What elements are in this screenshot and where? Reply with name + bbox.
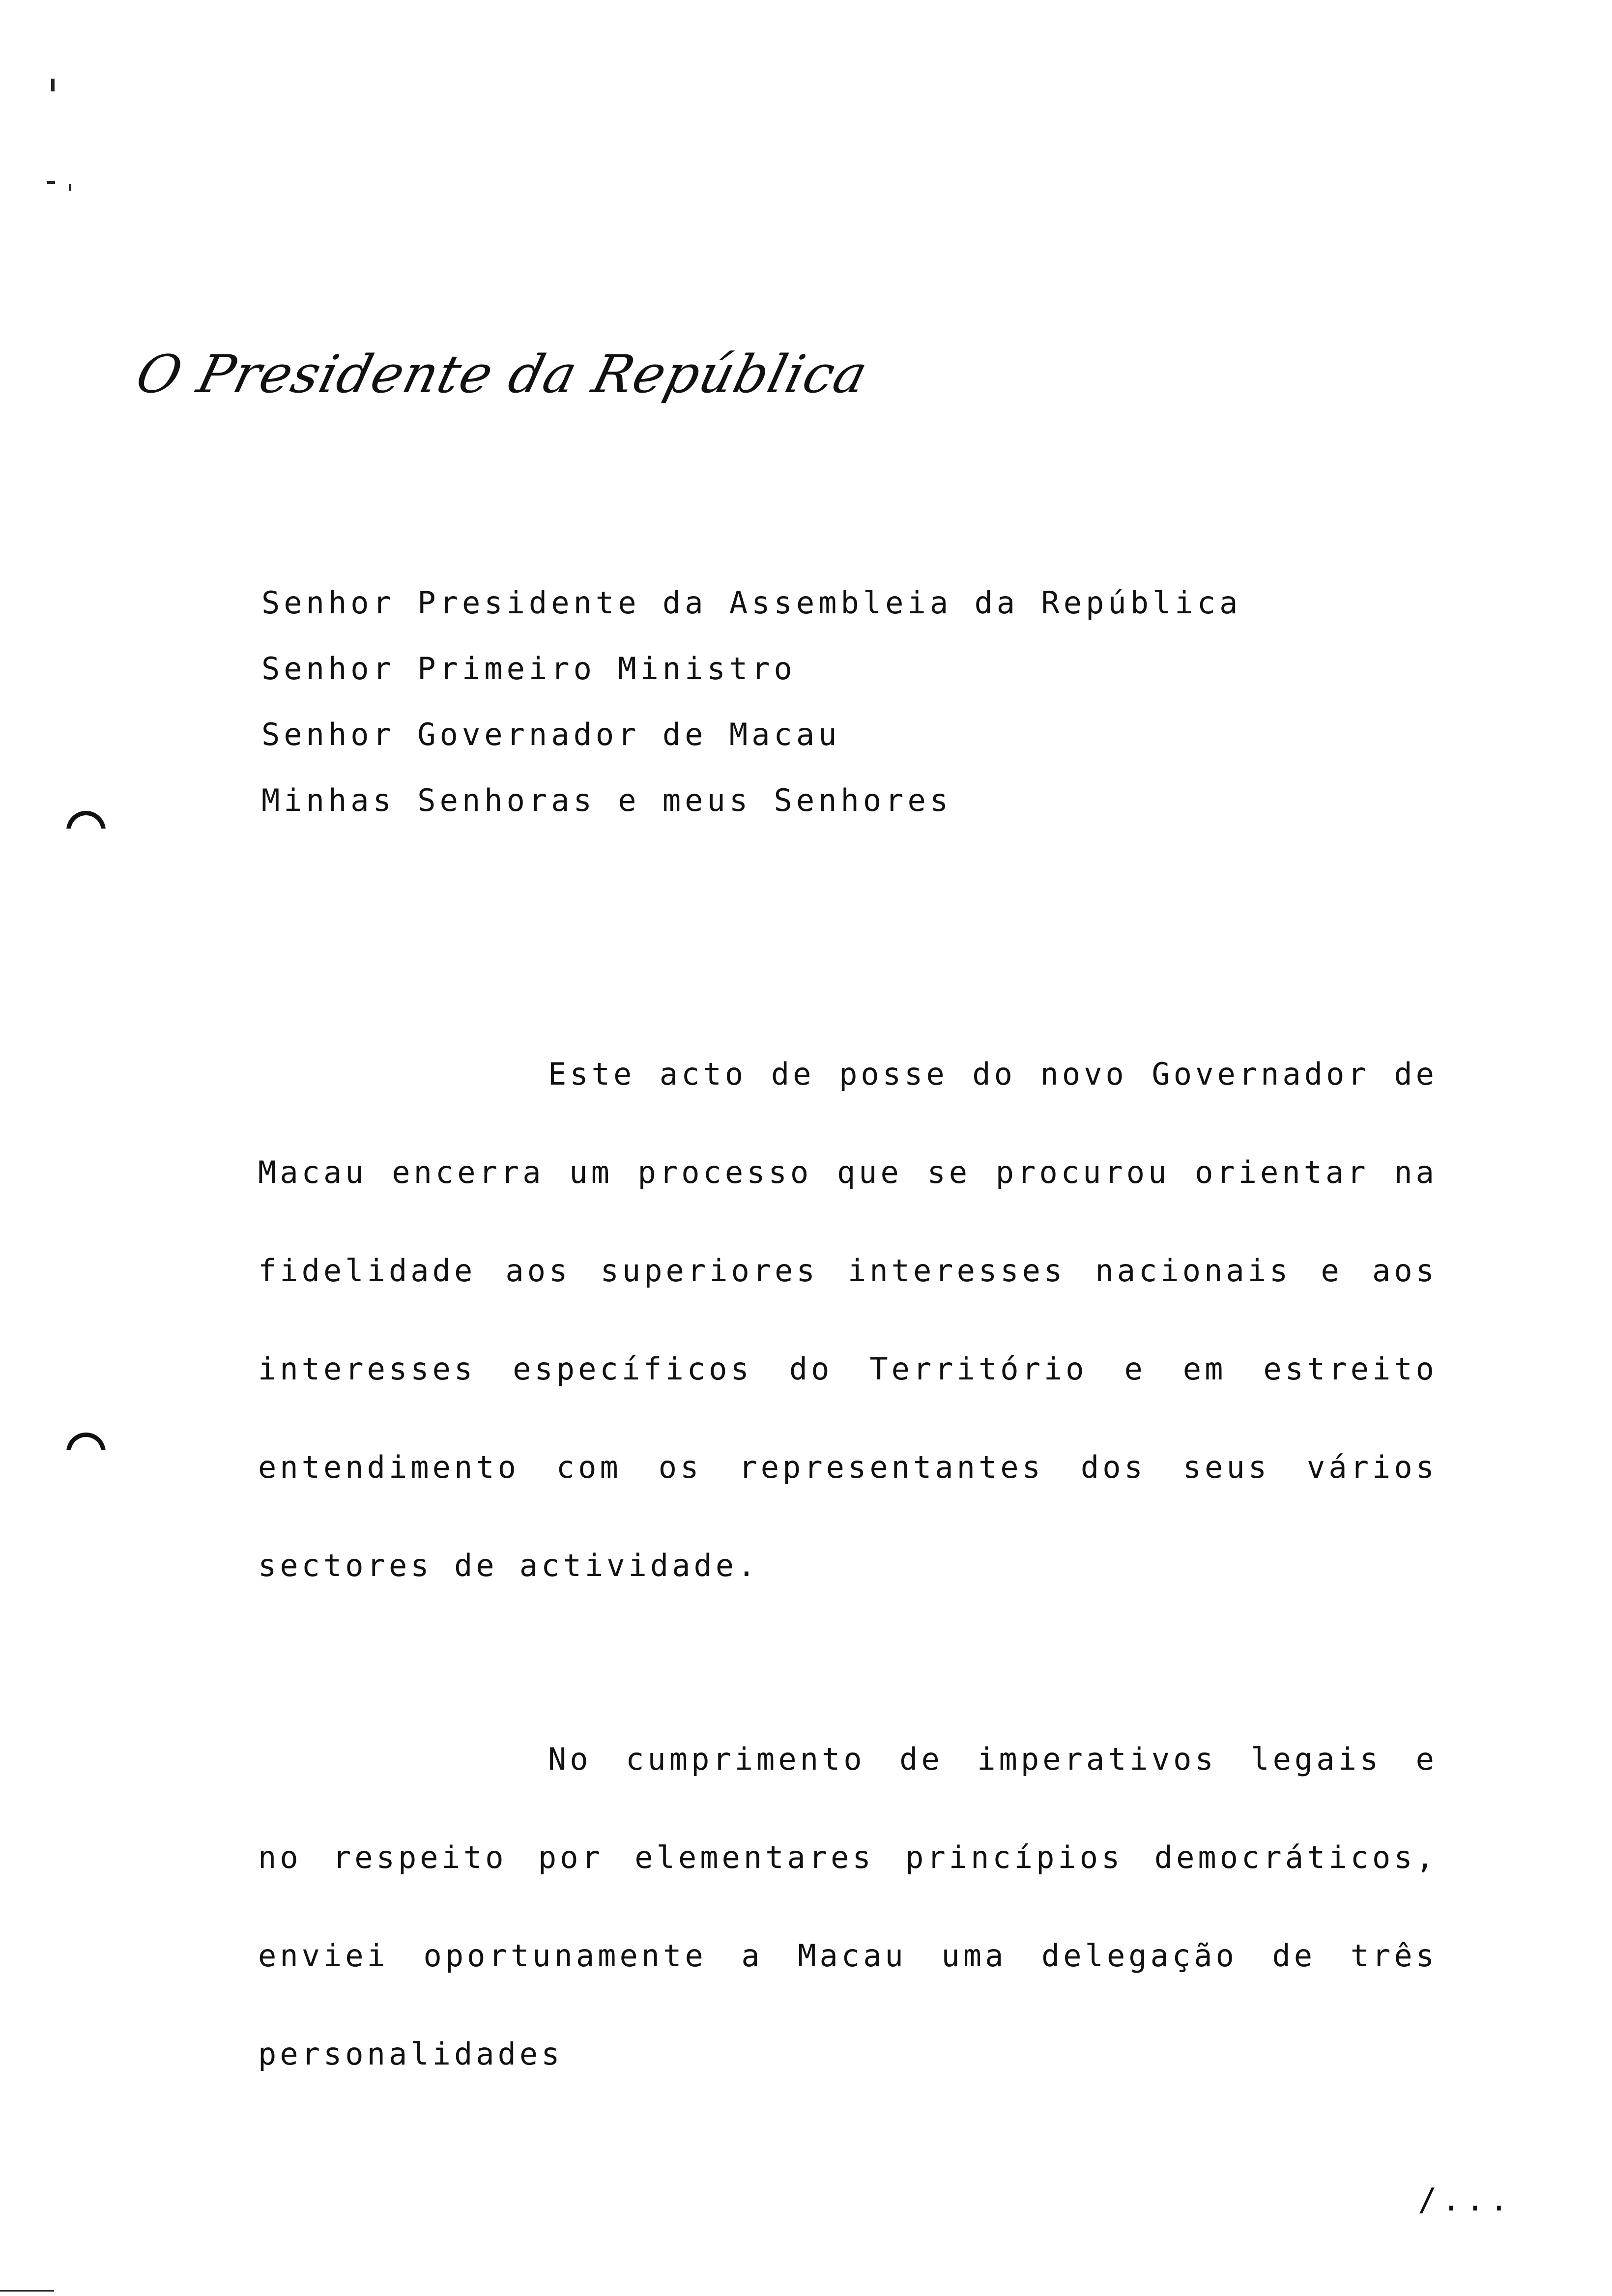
scan-mark xyxy=(47,181,55,184)
scan-mark xyxy=(51,79,55,91)
continuation-mark: /... xyxy=(1418,2182,1514,2218)
scan-mark xyxy=(69,184,71,191)
paragraph-2-text: No cumprimento de imperativos legais e no respeito por elementares princípios democráticos, enviei oportunamente a Macau uma delegação de três personalidades xyxy=(258,1741,1438,2072)
salutation-line: Senhor Primeiro Ministro xyxy=(261,651,796,687)
paragraph-1-text: Este acto de posse do novo Governador de Macau encerra um processo que se procurou orientar na fidelidade aos superiores interesses nacionais e aos interesses específicos do Território e em estreito entendimento com os representantes dos seus vários sectores de actividade. xyxy=(258,1056,1438,1583)
salutation-line: Senhor Presidente da Assembleia da República xyxy=(261,585,1242,621)
salutation-block xyxy=(261,570,1441,833)
scan-edge-mark xyxy=(0,2290,54,2292)
punch-hole-mark xyxy=(66,811,106,850)
punch-hole-mark xyxy=(66,1433,106,1472)
paragraph-1 xyxy=(258,1025,1438,1615)
salutation-line: Minhas Senhoras e meus Senhores xyxy=(261,782,952,818)
letterhead-title: O Presidente da República xyxy=(130,344,874,404)
paragraph-2 xyxy=(258,1710,1438,2103)
salutation-line: Senhor Governador de Macau xyxy=(261,717,841,752)
